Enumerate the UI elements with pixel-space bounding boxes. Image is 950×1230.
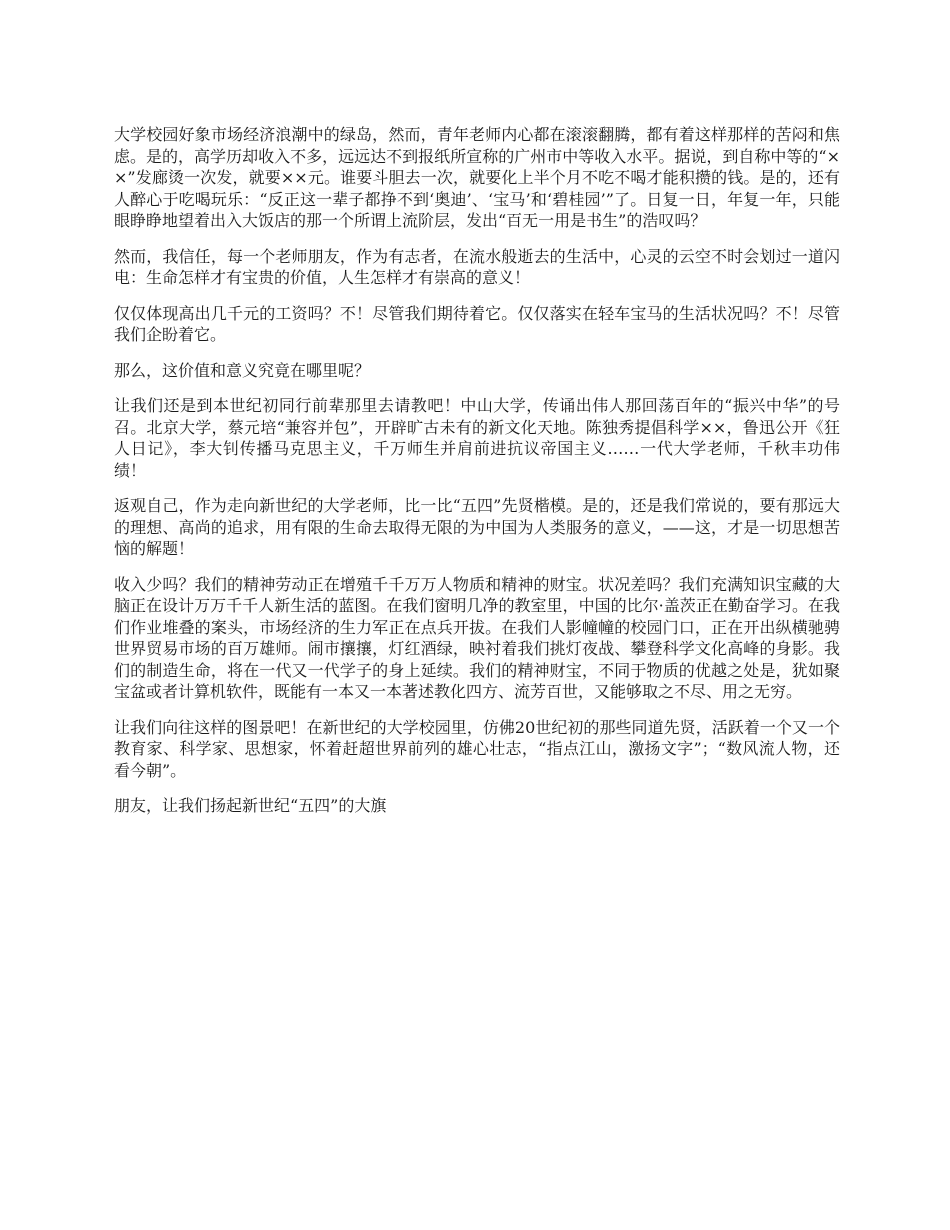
paragraph-1: 大学校园好象市场经济浪潮中的绿岛，然而，青年老师内心都在滚滚翻腾，都有着这样那样的苦闷和焦虑。是的，高学历却收入不多，远远达不到报纸所宣称的广州市中等收入水平。据说，到自称中等的“××”发廊烫一次发，就要××元。谁要斗胆去一次，就要化上半个月不吃不喝才能积攒的钱。是的，还有人醉心于吃喝玩乐：“反正这一辈子都挣不到‘奥迪’、‘宝马’和‘碧桂园’”了。日复一日，年复一年，只能眼睁睁地望着出入大饭店的那一个所谓上流阶层，发出“百无一用是书生”的浩叹吗？: [114, 125, 840, 230]
paragraph-7: 收入少吗？我们的精神劳动正在增殖千千万万人物质和精神的财宝。状况差吗？我们充满知识宝藏的大脑正在设计万万千千人新生活的蓝图。在我们窗明几净的教室里，中国的比尔·盖茨正在勤奋学习。在我们作业堆叠的案头，市场经济的生力军正在点兵开拔。在我们人影幢幢的校园门口，正在开出纵横驰骋世界贸易市场的百万雄师。闹市攘攘，灯红酒绿，映衬着我们挑灯夜战、攀登科学文化高峰的身影。我们的制造生命，将在一代又一代学子的身上延续。我们的精神财宝，不同于物质的优越之处是，犹如聚宝盆或者计算机软件，既能有一本又一本著述教化四方、流芳百世，又能够取之不尽、用之无穷。: [114, 574, 840, 701]
paragraph-4: 那么，这价值和意义究竟在哪里呢？: [114, 360, 371, 380]
paragraph-6: 返观自己，作为走向新世纪的大学老师，比一比“五四”先贤楷模。是的，还是我们常说的，要有那远大的理想、高尚的追求，用有限的生命去取得无限的为中国为人类服务的意义，——这，才是一切思想苦恼的解题！: [114, 496, 840, 558]
paragraph-3: 仅仅体现高出几千元的工资吗？不！尽管我们期待着它。仅仅落实在轻车宝马的生活状况吗？不！尽管我们企盼着它。: [114, 303, 840, 344]
document-body: [114, 124, 840, 831]
paragraph-8: 让我们向往这样的图景吧！在新世纪的大学校园里，仿佛20世纪初的那些同道先贤，活跃着一个又一个教育家、科学家、思想家，怀着赶超世界前列的雄心壮志，“指点江山，激扬文字”；“数风流人物，还看今朝”。: [114, 717, 840, 780]
paragraph-9: 朋友，让我们扬起新世纪“五四”的大旗: [114, 796, 387, 815]
paragraph-2: 然而，我信任，每一个老师朋友，作为有志者，在流水般逝去的生活中，心灵的云空不时会划过一道闪电：生命怎样才有宝贵的价值，人生怎样才有崇高的意义！: [114, 246, 840, 287]
paragraph-5: 让我们还是到本世纪初同行前辈那里去请教吧！中山大学，传诵出伟人那回荡百年的“振兴中华”的号召。北京大学，蔡元培“兼容并包”，开辟旷古未有的新文化天地。陈独秀提倡科学××，鲁迅公开《狂人日记》，李大钊传播马克思主义，千万师生并肩前进抗议帝国主义……一代大学老师，千秋丰功伟绩！: [114, 396, 840, 480]
